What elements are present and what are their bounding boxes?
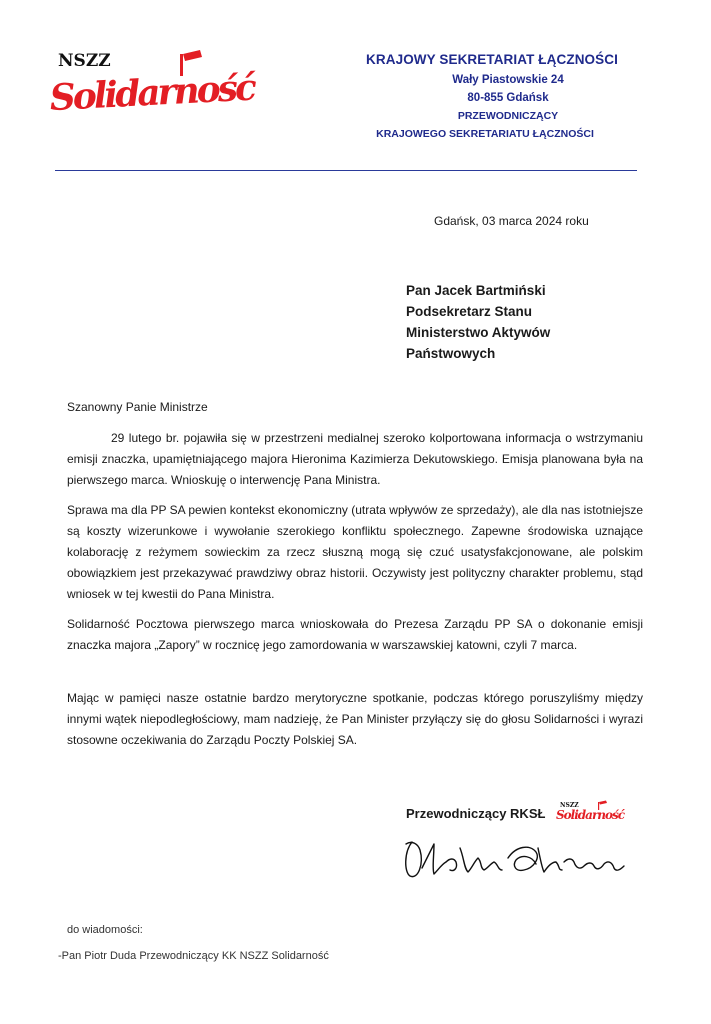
mini-logo-wordmark: Solidarność [556,808,625,822]
logo-wordmark: Solidarność [48,66,255,120]
solidarnosc-logo [48,40,255,130]
letterhead-role-body: KRAJOWEGO SEKRETARIATU ŁĄCZNOŚCI [376,128,594,140]
body-paragraph-4: Mając w pamięci nasze ostatnie bardzo merytoryczne spotkanie, podczas którego poruszyliśmy między innymi wątek niepodległościowy, mam nadzieję, że Pan Minister przyłączy się do głosu Solidarności i wyrazi stosowne oczekiwania do Zarządu Poczty Polskiej SA. [67,691,643,747]
letterhead-city: 80-855 Gdańsk [467,92,549,104]
recipient-block [406,280,550,364]
body-paragraph-1: 29 lutego br. pojawiła się w przestrzeni medialnej szeroko kolportowana informacja o wstrzymaniu emisji znaczka, upamiętniającego majora Hieronima Kazimierza Dekutowskiego. Emisja planowana była na pierwszego marca. Wnioskuję o interwencję Pana Ministra. [67,431,643,487]
handwritten-signature [398,828,628,888]
recipient-institution: Ministerstwo Aktywów [406,325,551,340]
cc-label: do wiadomości: [67,924,143,936]
recipient-institution-cont: Państwowych [406,346,496,361]
letterhead-role: PRZEWODNICZĄCY [457,110,559,122]
letterhead-organization: KRAJOWY SEKRETARIAT ŁĄCZNOŚCI [366,52,618,67]
signature-title: Przewodniczący RKSŁ [406,806,546,821]
solidarnosc-logo-graphic [48,40,255,130]
salutation: Szanowny Panie Ministrze [67,400,208,414]
body-paragraph-2: Sprawa ma dla PP SA pewien kontekst ekonomiczny (utrata wpływów ze sprzedaży), ale dla nas istotniejsze są koszty wizerunkowe i wywołanie szerokiego konfliktu społecznego. Zapewne środowiska uznające kolaborację z reżymem sowieckim za rzecz słuszną mogą się czuć usatysfakcjonowane, ale polskim obowiązkiem jest przekazywać prawdziwy obraz historii. Oczywisty jest polityczny charakter problemu, stąd wniosek w tej kwestii do Pana Ministra. [67,503,643,601]
letter-date: Gdańsk, 03 marca 2024 roku [434,214,589,228]
letterhead-street: Wały Piastowskie 24 [452,74,564,86]
logo-small-text: NSZZ [58,51,111,71]
recipient-title: Podsekretarz Stanu [406,304,533,319]
solidarnosc-mini-logo [554,800,625,824]
body-paragraph-3: Solidarność Pocztowa pierwszego marca wnioskowała do Prezesa Zarządu PP SA o dokonanie emisji znaczka majora „Zapory” w rocznicę jego zamordowania w warszawskiej katowni, czyli 7 marca. [67,617,643,652]
header-divider [55,170,637,171]
recipient-name: Pan Jacek Bartmiński [406,283,546,298]
cc-recipient: -Pan Piotr Duda Przewodniczący KK NSZZ Solidarność [58,950,329,962]
signature-block [406,800,666,890]
mini-logo-small-text: NSZZ [560,802,579,809]
